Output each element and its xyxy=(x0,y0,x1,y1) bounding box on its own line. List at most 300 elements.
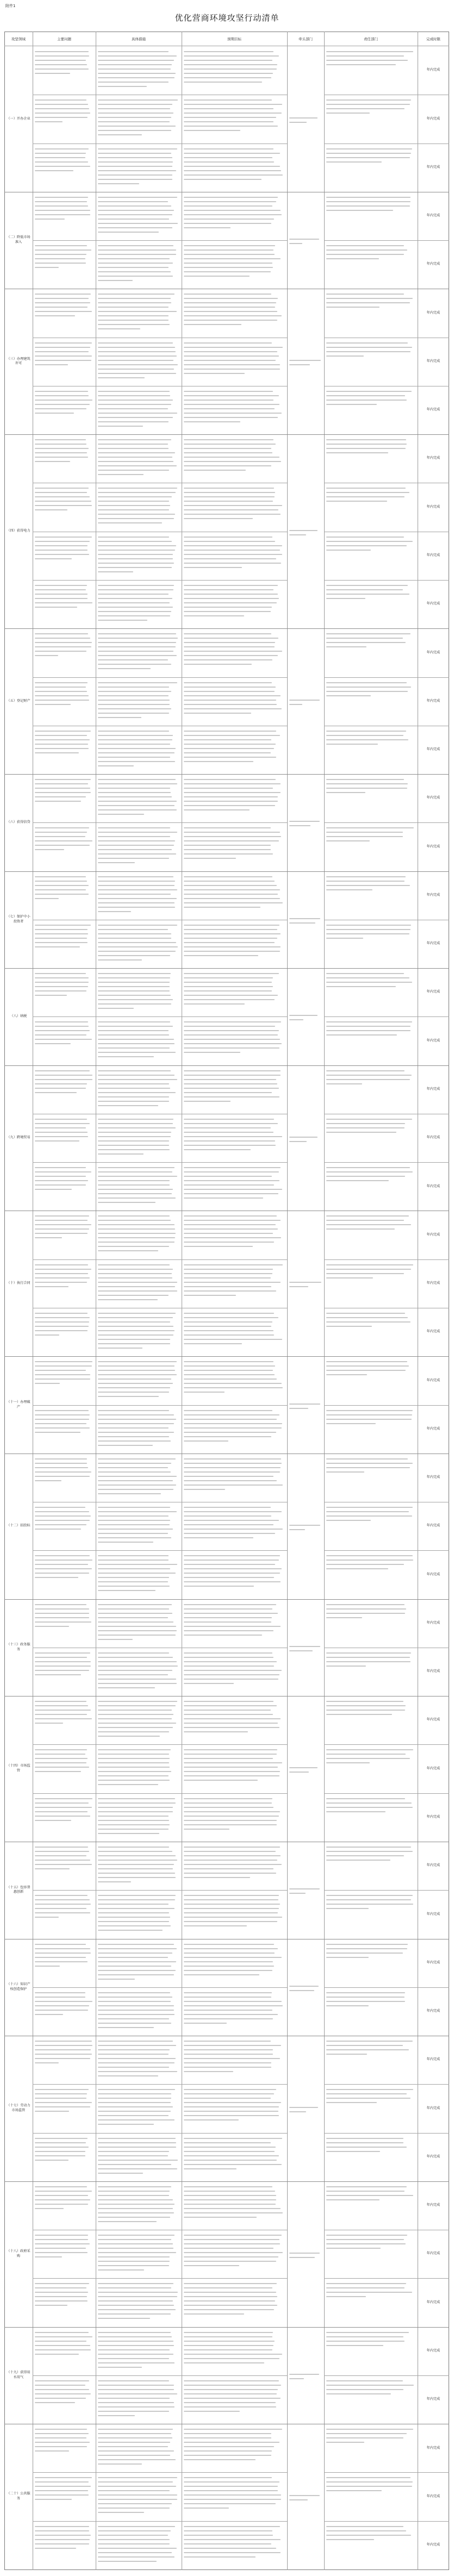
text-line xyxy=(98,1679,176,1680)
text-line xyxy=(184,258,281,259)
column-divider xyxy=(287,32,288,2570)
measure-cell xyxy=(96,2327,182,2375)
text-line xyxy=(184,1507,271,1508)
text-line xyxy=(35,2010,88,2011)
text-line xyxy=(98,731,169,732)
text-line xyxy=(98,1339,170,1340)
text-line xyxy=(35,214,90,215)
text-line xyxy=(326,1714,392,1715)
text-line xyxy=(184,1529,283,1530)
text-line xyxy=(35,1467,88,1468)
text-line xyxy=(98,134,142,135)
text-line xyxy=(98,2098,171,2099)
goal-cell xyxy=(182,1162,287,1211)
text-line xyxy=(184,2300,275,2301)
text-line xyxy=(184,537,272,538)
text-line xyxy=(35,1613,89,1614)
text-line xyxy=(184,1581,281,1582)
text-line xyxy=(326,2089,413,2090)
text-line xyxy=(289,1650,313,1651)
text-line xyxy=(184,2287,272,2288)
text-line xyxy=(98,853,176,854)
text-line xyxy=(35,2481,89,2483)
text-line xyxy=(98,1524,170,1525)
text-line xyxy=(35,2354,79,2355)
text-line xyxy=(184,1224,276,1225)
text-line xyxy=(35,2539,90,2540)
text-line xyxy=(35,452,87,453)
text-line xyxy=(98,973,171,974)
text-line xyxy=(184,55,279,57)
text-line xyxy=(98,2561,157,2562)
text-line xyxy=(98,1034,169,1036)
row-divider xyxy=(33,2133,287,2134)
text-line xyxy=(326,1224,411,1225)
text-line xyxy=(289,1772,309,1773)
category-label: （十九）获得用水用气 xyxy=(7,2371,30,2379)
text-line xyxy=(35,2235,88,2236)
text-line xyxy=(98,1096,169,1097)
text-line xyxy=(35,2393,91,2394)
text-line xyxy=(98,2380,169,2381)
text-line xyxy=(326,1705,406,1706)
text-line xyxy=(326,1754,406,1755)
text-line xyxy=(98,668,151,669)
text-line xyxy=(184,1476,273,1477)
text-line xyxy=(326,2147,407,2148)
text-line xyxy=(184,898,280,899)
text-line xyxy=(184,302,276,303)
text-line xyxy=(98,942,176,943)
text-line xyxy=(326,2341,405,2342)
text-line xyxy=(326,1119,412,1120)
text-line xyxy=(35,638,90,639)
resp-dept-cell xyxy=(324,1016,418,1065)
text-line xyxy=(35,925,91,926)
text-line xyxy=(326,51,413,52)
goal-cell xyxy=(182,677,287,726)
text-line xyxy=(184,148,273,149)
text-line xyxy=(98,1590,156,1591)
text-line xyxy=(326,55,404,57)
text-line xyxy=(35,2208,64,2209)
text-line xyxy=(35,1626,69,1627)
text-line xyxy=(98,210,174,211)
text-line xyxy=(184,488,274,489)
goal-cell xyxy=(182,2036,287,2084)
text-line xyxy=(326,104,410,105)
row-divider xyxy=(33,1744,287,1745)
text-line xyxy=(326,2345,383,2346)
problem-cell xyxy=(33,968,96,1016)
resp-dept-cell xyxy=(324,1793,418,1842)
text-line xyxy=(35,2045,92,2046)
goal-cell xyxy=(182,386,287,434)
text-line xyxy=(184,611,271,612)
text-line xyxy=(98,642,176,643)
text-line xyxy=(98,2341,173,2342)
text-line xyxy=(98,492,176,493)
deadline-cell: 年内完成 xyxy=(426,1620,440,1625)
text-line xyxy=(184,104,282,105)
text-line xyxy=(98,1798,175,1799)
text-line xyxy=(326,1264,413,1265)
text-line xyxy=(184,1440,228,1442)
text-line xyxy=(289,1137,318,1138)
text-line xyxy=(184,1775,279,1776)
text-line xyxy=(98,197,177,198)
text-line xyxy=(98,977,170,978)
text-line xyxy=(98,1321,170,1323)
text-line xyxy=(98,2212,174,2213)
text-line xyxy=(98,1070,171,1071)
text-line xyxy=(98,1374,177,1375)
text-line xyxy=(98,1710,172,1711)
resp-dept-cell xyxy=(324,2327,418,2375)
text-line xyxy=(98,1396,159,1397)
text-line xyxy=(326,1507,413,1508)
text-line xyxy=(289,1986,319,1987)
text-line xyxy=(184,77,271,78)
text-line xyxy=(184,2093,274,2094)
text-line xyxy=(184,1749,277,1750)
text-line xyxy=(98,2147,176,2148)
text-line xyxy=(184,82,262,83)
text-line xyxy=(35,942,88,943)
text-line xyxy=(184,2195,276,2196)
goal-cell xyxy=(182,2181,287,2230)
text-line xyxy=(98,227,172,228)
text-line xyxy=(184,250,273,251)
resp-dept-cell xyxy=(324,1162,418,1211)
problem-cell xyxy=(33,822,96,871)
text-line xyxy=(289,825,310,826)
text-line xyxy=(326,452,388,453)
text-line xyxy=(35,2398,86,2399)
text-line xyxy=(98,2543,170,2544)
text-line xyxy=(289,1990,314,1991)
problem-cell xyxy=(33,434,96,483)
text-line xyxy=(35,2089,89,2090)
text-line xyxy=(35,1997,85,1998)
text-line xyxy=(184,2001,282,2002)
text-line xyxy=(98,2010,174,2011)
deadline-cell: 年内完成 xyxy=(426,1087,440,1091)
text-line xyxy=(35,267,59,268)
text-line xyxy=(184,929,277,930)
text-line xyxy=(184,585,278,586)
lead-dept-cell xyxy=(287,355,324,368)
text-line xyxy=(98,2552,172,2553)
text-line xyxy=(184,2486,278,2487)
text-line xyxy=(326,205,410,207)
text-line xyxy=(326,1944,408,1945)
text-line xyxy=(98,1176,177,1177)
deadline-cell: 年内完成 xyxy=(426,1669,440,1674)
text-line xyxy=(184,514,281,515)
text-line xyxy=(35,2287,86,2288)
text-line xyxy=(98,845,174,846)
text-line xyxy=(35,1021,88,1022)
text-line xyxy=(184,894,278,895)
problem-cell xyxy=(33,2181,96,2230)
text-line xyxy=(98,166,172,167)
text-line xyxy=(98,881,175,882)
text-line xyxy=(184,1269,273,1270)
text-line xyxy=(98,1299,158,1300)
text-line xyxy=(35,2332,89,2333)
text-line xyxy=(35,995,67,996)
text-line xyxy=(98,836,170,837)
text-line xyxy=(98,1860,177,1861)
text-line xyxy=(289,918,320,919)
text-line xyxy=(98,2367,142,2368)
text-line xyxy=(35,444,86,445)
text-line xyxy=(184,1731,248,1732)
text-line xyxy=(184,1674,279,1675)
problem-cell xyxy=(33,144,96,192)
deadline-cell: 年内完成 xyxy=(426,2203,440,2207)
text-line xyxy=(35,651,86,652)
category-label: （十七）劳动力市场监管 xyxy=(7,2104,30,2112)
text-line xyxy=(184,1176,272,1177)
text-line xyxy=(98,594,169,595)
problem-cell xyxy=(33,338,96,386)
text-line xyxy=(184,942,275,943)
text-line xyxy=(98,1762,169,1763)
row-divider xyxy=(33,1259,287,1260)
text-line xyxy=(35,2429,87,2430)
text-line xyxy=(35,827,89,828)
attachment-label: 附件1 xyxy=(5,4,16,8)
text-line xyxy=(184,2508,229,2509)
deadline-cell: 年内完成 xyxy=(426,2348,440,2353)
category-label: （七）保护中小投资者 xyxy=(7,915,30,924)
text-line xyxy=(184,1780,258,1781)
text-line xyxy=(35,1899,90,1900)
text-line xyxy=(98,2155,168,2156)
text-line xyxy=(184,1771,280,1772)
text-line xyxy=(184,1758,273,1759)
text-line xyxy=(98,1771,171,1772)
deadline-cell: 年内完成 xyxy=(426,165,440,169)
text-line xyxy=(326,2539,374,2540)
text-line xyxy=(184,223,271,224)
text-line xyxy=(184,607,272,608)
resp-dept-cell xyxy=(324,1987,418,2036)
text-line xyxy=(98,2539,170,2540)
measure-cell xyxy=(96,2472,182,2521)
text-line xyxy=(98,1489,173,1490)
text-line xyxy=(35,439,86,440)
goal-cell xyxy=(182,2133,287,2181)
text-line xyxy=(326,1026,411,1027)
text-line xyxy=(326,2287,405,2288)
text-line xyxy=(184,1798,272,1799)
goal-cell xyxy=(182,580,287,628)
problem-cell xyxy=(33,1793,96,1842)
row-divider xyxy=(33,822,287,823)
measure-cell xyxy=(96,2278,182,2326)
text-line xyxy=(35,2138,88,2139)
text-line xyxy=(35,589,86,590)
text-line xyxy=(98,400,173,401)
text-line xyxy=(184,853,273,854)
text-line xyxy=(184,518,253,519)
resp-dept-cell xyxy=(324,871,418,920)
text-line xyxy=(184,858,236,859)
text-line xyxy=(289,1767,318,1768)
text-line xyxy=(35,1608,89,1610)
text-line xyxy=(35,245,87,246)
problem-cell xyxy=(33,1356,96,1405)
resp-dept-cell xyxy=(324,968,418,1016)
text-line xyxy=(98,457,172,458)
text-line xyxy=(35,2530,89,2531)
text-line xyxy=(184,1701,273,1702)
deadline-cell: 年内完成 xyxy=(426,1815,440,1819)
lead-dept-cell xyxy=(287,1981,324,1994)
text-line xyxy=(184,1197,263,1199)
deadline-cell: 年内完成 xyxy=(426,310,440,315)
problem-cell xyxy=(33,483,96,531)
text-line xyxy=(184,205,272,207)
text-line xyxy=(98,955,170,956)
resp-dept-cell xyxy=(324,726,418,774)
text-line xyxy=(98,1997,172,1998)
text-line xyxy=(326,1666,366,1667)
resp-dept-cell xyxy=(324,434,418,483)
text-line xyxy=(35,1334,59,1336)
text-line xyxy=(326,501,387,502)
text-line xyxy=(35,2494,89,2496)
text-line xyxy=(35,1220,88,1221)
text-line xyxy=(98,1608,169,1610)
problem-cell xyxy=(33,2327,96,2375)
text-line xyxy=(184,1537,253,1538)
text-line xyxy=(98,571,133,572)
text-line xyxy=(184,1635,262,1636)
text-line xyxy=(184,589,273,590)
deadline-cell: 年内完成 xyxy=(426,2446,440,2450)
text-line xyxy=(98,1140,169,1142)
goal-cell xyxy=(182,628,287,677)
category-label: （六）获得信贷 xyxy=(7,820,30,824)
text-line xyxy=(35,60,86,61)
text-line xyxy=(326,400,407,401)
text-line xyxy=(98,395,170,396)
text-line xyxy=(184,1184,274,1186)
text-line xyxy=(35,1374,90,1375)
text-line xyxy=(184,1966,274,1967)
text-line xyxy=(35,307,88,308)
text-line xyxy=(98,2503,172,2504)
measure-cell xyxy=(96,968,182,1016)
text-line xyxy=(98,563,174,564)
lead-dept-cell xyxy=(287,1520,324,1533)
text-line xyxy=(184,2332,273,2333)
text-line xyxy=(35,254,86,255)
text-line xyxy=(326,1030,411,1031)
text-line xyxy=(184,558,276,559)
text-line xyxy=(184,2349,272,2350)
text-line xyxy=(35,2155,85,2156)
text-line xyxy=(98,1974,174,1975)
text-line xyxy=(98,655,177,656)
text-line xyxy=(35,748,89,749)
text-line xyxy=(184,1860,277,1861)
deadline-cell: 年内完成 xyxy=(426,844,440,849)
text-line xyxy=(184,2067,271,2068)
text-line xyxy=(184,545,282,546)
text-line xyxy=(98,148,177,149)
text-line xyxy=(35,2041,92,2042)
text-line xyxy=(98,796,172,797)
text-line xyxy=(35,2543,89,2544)
text-line xyxy=(326,2235,407,2236)
measure-cell xyxy=(96,1890,182,1938)
text-line xyxy=(184,1149,251,1150)
header-measures: 具体措施 xyxy=(132,36,146,41)
text-line xyxy=(98,364,178,365)
text-line xyxy=(35,558,72,559)
text-line xyxy=(326,294,404,295)
text-line xyxy=(326,1511,409,1512)
text-line xyxy=(326,1568,388,1569)
text-line xyxy=(289,2111,306,2112)
text-line xyxy=(184,1419,277,1420)
text-line xyxy=(35,783,88,784)
lead-dept-cell xyxy=(287,2248,324,2261)
text-line xyxy=(184,1970,272,1971)
measure-cell xyxy=(96,871,182,920)
text-line xyxy=(98,783,177,784)
header-problem: 主要问题 xyxy=(57,36,71,41)
text-line xyxy=(184,695,281,696)
text-line xyxy=(184,805,275,806)
text-line xyxy=(184,170,281,171)
text-line xyxy=(326,113,370,114)
goal-cell xyxy=(182,289,287,337)
row-divider xyxy=(33,2375,287,2376)
resp-dept-cell xyxy=(324,920,418,968)
text-line xyxy=(326,148,412,149)
text-line xyxy=(35,1944,86,1945)
text-line xyxy=(184,1762,282,1763)
text-line xyxy=(98,1317,173,1318)
resp-dept-cell xyxy=(324,1599,418,1648)
text-line xyxy=(98,2191,170,2192)
goal-cell xyxy=(182,1599,287,1648)
text-line xyxy=(98,2526,175,2527)
text-line xyxy=(184,2041,271,2042)
text-line xyxy=(184,1286,271,1287)
text-line xyxy=(35,1458,87,1459)
resp-dept-cell xyxy=(324,1842,418,1890)
text-line xyxy=(184,1908,279,1909)
text-line xyxy=(98,1290,177,1292)
text-line xyxy=(184,2362,264,2363)
text-line xyxy=(35,2292,88,2293)
text-line xyxy=(184,1718,281,1719)
text-line xyxy=(184,2459,256,2460)
text-line xyxy=(184,2235,282,2236)
text-line xyxy=(98,488,177,489)
text-line xyxy=(326,1070,405,1071)
text-line xyxy=(98,1467,168,1468)
text-line xyxy=(184,2481,279,2483)
text-line xyxy=(98,1833,159,1834)
